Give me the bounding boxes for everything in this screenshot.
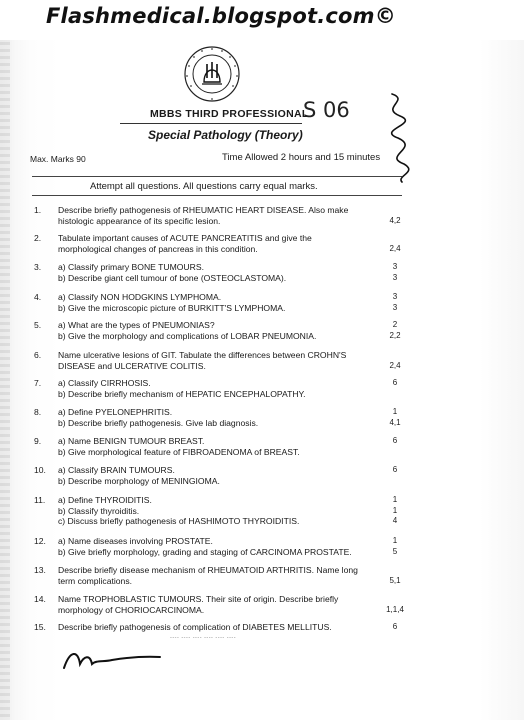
mark-value: 6: [392, 436, 398, 445]
question-number: 6.: [34, 350, 42, 360]
question-line: a) Classify BRAIN TUMOURS.: [58, 465, 175, 475]
mark-value: 4,2: [389, 215, 401, 225]
mark-value: 6: [392, 378, 398, 387]
subject-title: Special Pathology (Theory): [148, 128, 303, 142]
question-line: Describe briefly pathogenesis of complication of DIABETES MELLITUS.: [58, 622, 332, 632]
question-number: 7.: [34, 378, 42, 388]
question-line: Describe briefly disease mechanism of RHEUMATOID ARTHRITIS. Name long: [58, 565, 358, 575]
question-line: b) Describe giant cell tumour of bone (OSTEOCLASTOMA).: [58, 272, 287, 283]
mark-value: 1: [392, 407, 398, 416]
question-number: 1.: [34, 205, 42, 215]
question-line: b) Describe morphology of MENINGIOMA.: [58, 475, 220, 486]
question-number: 14.: [34, 594, 46, 604]
question-number: 11.: [34, 495, 46, 505]
mark-value: 1,1,4: [386, 604, 404, 614]
question-line: morphology of CHORIOCARCINOMA.: [58, 604, 205, 615]
question-line: histologic appearance of its specific lesion.: [58, 215, 221, 226]
mark-value: 2,2: [389, 330, 401, 340]
instructions: Attempt all questions. All questions carry equal marks.: [90, 181, 318, 192]
mark-value: 1: [392, 505, 398, 515]
mark-value: 3: [392, 292, 398, 301]
mark-value: 2,4: [389, 243, 401, 253]
question-line: a) What are the types of PNEUMONIAS?: [58, 320, 215, 330]
question-line: term complications.: [58, 575, 133, 586]
question-line: Name TROPHOBLASTIC TUMOURS. Their site of origin. Describe briefly: [58, 594, 339, 604]
question-line: b) Describe briefly mechanism of HEPATIC ENCEPHALOPATHY.: [58, 388, 306, 399]
question-line: b) Describe briefly pathogenesis. Give lab diagnosis.: [58, 417, 259, 428]
mark-value: 5,1: [389, 575, 401, 585]
signature-icon: [64, 654, 160, 668]
max-marks: Max. Marks 90: [30, 154, 86, 164]
exam-title: MBBS THIRD PROFESSIONAL: [150, 108, 309, 120]
question-line: Tabulate important causes of ACUTE PANCREATITIS and give the: [58, 233, 312, 243]
mark-value: 3: [392, 262, 398, 271]
question-number: 3.: [34, 262, 42, 272]
mark-value: 2: [392, 320, 398, 329]
question-number: 10.: [34, 465, 46, 475]
question-number: 5.: [34, 320, 42, 330]
time-allowed: Time Allowed 2 hours and 15 minutes: [222, 152, 381, 163]
mark-value: 6: [392, 622, 398, 631]
question-number: 4.: [34, 292, 42, 302]
question-line: a) Classify primary BONE TUMOURS.: [58, 262, 204, 272]
question-line: b) Give the microscopic picture of BURKITT'S LYMPHOMA.: [58, 302, 286, 313]
question-line: b) Give briefly morphology, grading and staging of CARCINOMA PROSTATE.: [58, 546, 352, 557]
question-number: 13.: [34, 565, 46, 575]
question-line: a) Name diseases involving PROSTATE.: [58, 536, 213, 546]
question-line: b) Classify thyroiditis.: [58, 505, 140, 516]
mark-value: 1: [392, 495, 398, 504]
question-line: b) Give the morphology and complications of LOBAR PNEUMONIA.: [58, 330, 317, 341]
mark-value: 2,4: [389, 360, 401, 370]
pen-scribble-icon: [392, 94, 409, 182]
mark-value: 4: [392, 516, 398, 525]
question-number: 8.: [34, 407, 42, 417]
question-line: a) Define THYROIDITIS.: [58, 495, 152, 505]
question-number: 2.: [34, 233, 42, 243]
mark-value: 4,1: [389, 417, 401, 427]
mark-value: 6: [392, 465, 398, 474]
mark-value: 3: [392, 302, 398, 312]
mark-value: 5: [392, 546, 398, 556]
watermark-text: Flashmedical.blogspot.com©: [46, 4, 396, 28]
footer-print-line: ---- ---- ---- ---- ---- ----: [170, 635, 237, 641]
mark-value: 1: [392, 536, 398, 545]
question-number: 15.: [34, 622, 46, 632]
question-line: c) Discuss briefly pathogenesis of HASHIMOTO THYROIDITIS.: [58, 516, 300, 526]
paper-code: S 06: [303, 98, 350, 122]
question-line: b) Give morphological feature of FIBROADENOMA of BREAST.: [58, 446, 300, 457]
question-line: a) Classify NON HODGKINS LYMPHOMA.: [58, 292, 222, 302]
question-line: DISEASE and ULCERATIVE COLITIS.: [58, 360, 206, 371]
question-line: Name ulcerative lesions of GIT. Tabulate the differences between CROHN'S: [58, 350, 347, 360]
question-line: a) Name BENIGN TUMOUR BREAST.: [58, 436, 205, 446]
mark-value: 3: [392, 272, 398, 282]
question-number: 9.: [34, 436, 42, 446]
question-number: 12.: [34, 536, 46, 546]
question-line: Describe briefly pathogenesis of RHEUMATIC HEART DISEASE. Also make: [58, 205, 349, 215]
question-line: morphological changes of pancreas in this condition.: [58, 243, 258, 254]
question-line: a) Classify CIRRHOSIS.: [58, 378, 151, 388]
question-line: a) Define PYELONEPHRITIS.: [58, 407, 173, 417]
